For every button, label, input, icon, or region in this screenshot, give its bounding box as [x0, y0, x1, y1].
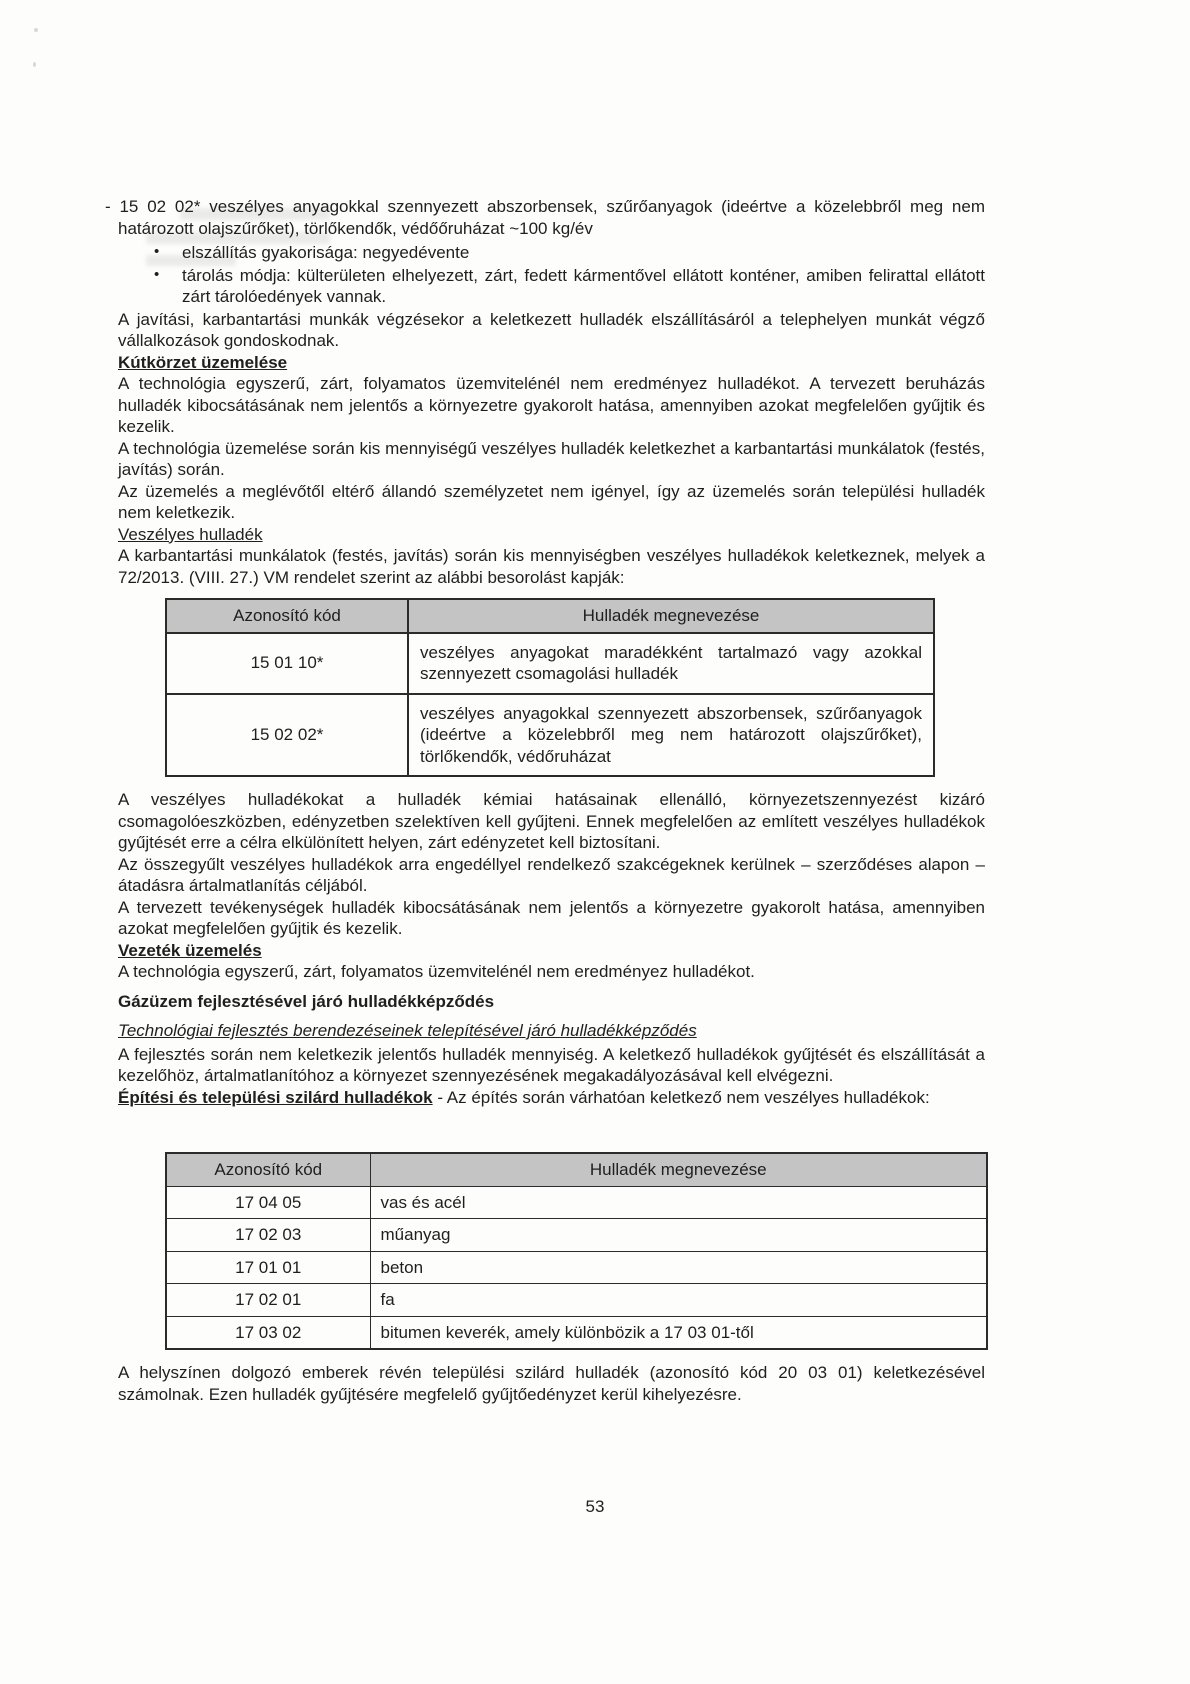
column-header-name: Hulladék megnevezése [370, 1153, 987, 1186]
heading-epitesi-lead: Építési és települési szilárd hulladékok [118, 1087, 433, 1107]
waste-name: műanyag [370, 1219, 987, 1252]
scan-speck [34, 28, 38, 32]
paragraph-uzemeles: Az üzemelés a meglévőtől eltérő állandó személyzetet nem igényel, így az üzemelés során települési hulladék nem keletkezik. [118, 481, 985, 522]
paragraph-technologia-1: A technológia egyszerű, zárt, folyamatos üzemvitelénél nem eredményez hulladékot. A tervezett beruházás hulladék kibocsátásának nem jelentős a környezetre gyakorolt hatása, amennyiben azokat megfelelően gyűjtik és kezelik. [118, 374, 985, 436]
waste-code: 17 04 05 [166, 1186, 370, 1219]
waste-name: veszélyes anyagokkal szennyezett abszorbensek, szűrőanyagok (ideértve a közelebbről meg nem határozott olajszűrőket), törlőkendők, védőruházat [408, 694, 934, 777]
waste-code: 17 03 02 [166, 1316, 370, 1349]
table-row [166, 694, 934, 777]
table-row [166, 1186, 987, 1219]
heading-epitesi-rest: - Az építés során várhatóan keletkező nem veszélyes hulladékok: [432, 1087, 930, 1107]
paragraph-osszegyult: Az összegyűlt veszélyes hulladékok arra engedéllyel rendelkező szakcégeknek kerülnek – szerződéses alapon – átadásra ártalmatlanítás céljából. [118, 854, 985, 895]
table-row [166, 1284, 987, 1317]
paragraph-tervezett: A tervezett tevékenységek hulladék kibocsátásának nem jelentős a környezetre gyakorolt hatása, amennyiben azokat megfelelően gyűjtik és kezelik. [118, 897, 985, 938]
waste-name: vas és acél [370, 1186, 987, 1219]
column-header-code: Azonosító kód [166, 599, 408, 633]
waste-name: beton [370, 1251, 987, 1284]
heading-veszelyes-hulladek: Veszélyes hulladék [118, 524, 263, 544]
paragraph-javitasi: A javítási, karbantartási munkák végzésekor a keletkezett hulladék elszállításáról a telephelyen munkát végző vállalkozások gondoskodnak. [118, 309, 985, 350]
table-row [166, 1219, 987, 1252]
bullet-item: • tárolás módja: külterületen elhelyezett, zárt, fedett kármentővel ellátott konténer, amiben felirattal ellátott zárt tárolóedények vannak. [118, 265, 985, 308]
paragraph-karbantartasi: A karbantartási munkálatok (festés, javítás) során kis mennyiségben veszélyes hulladékok keletkeznek, melyek a 72/2013. (VIII. 27.) VM rendelet szerint az alábbi besorolást kapják: [118, 546, 985, 587]
waste-code: 15 01 10* [166, 633, 408, 694]
waste-code: 15 02 02* [166, 694, 408, 777]
waste-code: 17 01 01 [166, 1251, 370, 1284]
heading-kutkorzet-uzemelese: Kútkörzet üzemelése [118, 352, 288, 372]
column-header-name: Hulladék megnevezése [408, 599, 934, 633]
waste-name: veszélyes anyagokat maradékként tartalmazó vagy azokkal szennyezett csomagolási hulladék [408, 633, 934, 694]
scan-speck [33, 62, 36, 67]
column-header-code: Azonosító kód [166, 1153, 370, 1186]
paragraph-veszelyes-gyujtes: A veszélyes hulladékokat a hulladék kémiai hatásainak ellenálló, környezetszennyezést kizáró csomagolóeszközben, edényzetben szelektíven kell gyűjteni. Ennek megfelelően az említett veszélyes hulladékok gyűjtését erre a célra elkülönített helyen, zárt edényzetet kell biztosítani. [118, 790, 985, 852]
heading-technologiai-fejlesztes: Technológiai fejlesztés berendezéseinek telepítésével járó hulladékképződés [118, 1021, 697, 1040]
waste-code: 17 02 03 [166, 1219, 370, 1252]
table-row [166, 633, 934, 694]
table-row [166, 1251, 987, 1284]
waste-name: fa [370, 1284, 987, 1317]
waste-name: bitumen keverék, amely különbözik a 17 03 01-től [370, 1316, 987, 1349]
paragraph-technologia-2: A technológia üzemelése során kis mennyiségű veszélyes hulladék keletkezhet a karbantartási munkálatok (festés, javítás) során. [118, 438, 985, 479]
table-row [166, 1316, 987, 1349]
table-header-row [166, 599, 934, 633]
bullet-list [118, 242, 985, 308]
paragraph-vezetek: A technológia egyszerű, zárt, folyamatos üzemvitelénél nem eredményez hulladékot. [118, 962, 755, 981]
paragraph-fejlesztes: A fejlesztés során nem keletkezik jelentős hulladék mennyiség. A keletkező hulladékok gyűjtését és elszállítását a kezelőhöz, ártalmatlanítóhoz a környezet szennyezésének megakadályozásával kell elvégezni. [118, 1044, 985, 1085]
dash-list-item: - 15 02 02* veszélyes anyagokkal szennyezett abszorbensek, szűrőanyagok (ideértve a közelebbről meg nem határozott olajszűrőket), törlőkendők, védőőruházat ~100 kg/év [105, 197, 985, 238]
hazardous-waste-table [165, 598, 935, 777]
bullet-item: • elszállítás gyakorisága: negyedévente [118, 242, 985, 264]
heading-gazuzem: Gázüzem fejlesztésével járó hulladékképződés [118, 991, 495, 1011]
waste-code: 17 02 01 [166, 1284, 370, 1317]
table-header-row [166, 1153, 987, 1186]
document-body [105, 0, 985, 1405]
construction-waste-table [165, 1152, 988, 1350]
heading-epitesi-line [118, 1087, 985, 1109]
page-number: 53 [585, 1497, 605, 1516]
heading-vezetek-uzemeles: Vezeték üzemelés [118, 940, 262, 960]
paragraph-helyszinen: A helyszínen dolgozó emberek révén települési szilárd hulladék (azonosító kód 20 03 01) keletkezésével számolnak. Ezen hulladék gyűjtésére megfelelő gyűjtőedényzet kerül kihelyezésre. [118, 1363, 985, 1404]
